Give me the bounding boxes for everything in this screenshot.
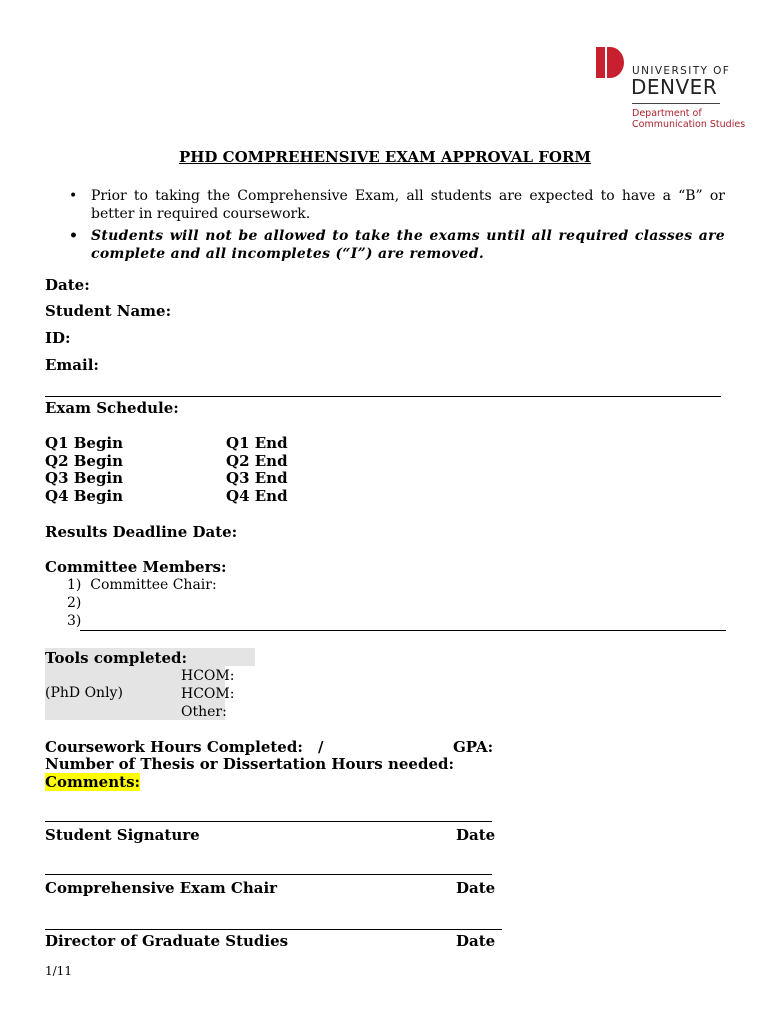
phd-only-label: (PhD Only) xyxy=(45,685,123,701)
q2-begin-label[interactable]: Q2 Begin xyxy=(45,451,124,470)
instruction-text: Prior to taking the Comprehensive Exam, all students are expected to have a “B” or better in required coursework. xyxy=(91,188,725,222)
university-logo-mark xyxy=(596,47,624,78)
comments-highlight: Comments: xyxy=(45,773,141,791)
comments-label[interactable] xyxy=(45,773,140,791)
page-number: 1/11 xyxy=(45,964,72,978)
thesis-hours-label[interactable]: Number of Thesis or Dissertation Hours needed: xyxy=(45,755,455,773)
email-field-label[interactable]: Email: xyxy=(45,356,99,374)
exam-chair-signature-label: Comprehensive Exam Chair xyxy=(45,879,278,897)
bullet-icon: • xyxy=(69,188,78,204)
q4-begin-label[interactable]: Q4 Begin xyxy=(45,486,124,505)
tools-list xyxy=(181,667,234,721)
logo-divider xyxy=(632,103,720,104)
exam-chair-date-label: Date xyxy=(456,879,496,897)
instructions-list xyxy=(69,187,725,263)
director-date-label: Date xyxy=(456,932,496,950)
q1-begin-label[interactable]: Q1 Begin xyxy=(45,434,124,452)
date-field-label[interactable]: Date: xyxy=(45,276,90,294)
exam-chair-signature-line[interactable] xyxy=(45,874,492,875)
q3-begin-label[interactable]: Q3 Begin xyxy=(45,469,124,487)
bullet-icon: • xyxy=(69,228,79,244)
exam-begin-column xyxy=(45,435,123,505)
committee-divider xyxy=(80,630,726,631)
committee-member-item[interactable]: 3) xyxy=(67,613,82,629)
q4-end-label[interactable]: Q4 End xyxy=(226,486,288,505)
gpa-label[interactable]: GPA: xyxy=(453,738,494,756)
instruction-item xyxy=(69,187,725,223)
tools-completed-heading: Tools completed: xyxy=(45,649,188,667)
q2-end-label[interactable]: Q2 End xyxy=(226,451,288,470)
coursework-hours-label[interactable]: Coursework Hours Completed: xyxy=(45,738,303,756)
hcom-tool-2[interactable]: HCOM: xyxy=(181,686,235,702)
student-signature-date-label: Date xyxy=(456,826,496,844)
logo-university-of: UNIVERSITY OF xyxy=(632,65,731,77)
exam-schedule-heading: Exam Schedule: xyxy=(45,399,179,417)
student-name-field-label[interactable]: Student Name: xyxy=(45,302,172,320)
id-field-label[interactable]: ID: xyxy=(45,329,71,347)
committee-member-item[interactable]: 2) xyxy=(67,595,82,611)
coursework-hours-slash: / xyxy=(318,738,324,756)
student-signature-line[interactable] xyxy=(45,821,492,822)
logo-denver: DENVER xyxy=(631,75,718,99)
logo-department xyxy=(632,108,745,130)
director-signature-line[interactable] xyxy=(45,929,502,930)
instruction-item xyxy=(69,227,725,263)
instruction-text: Students will not be allowed to take the exams until all required classes are complete and all incompletes (“I”) are removed. xyxy=(91,228,725,262)
director-signature-label: Director of Graduate Studies xyxy=(45,932,289,950)
exam-end-column xyxy=(226,435,288,505)
student-signature-label: Student Signature xyxy=(45,826,200,844)
committee-heading: Committee Members: xyxy=(45,558,227,576)
q3-end-label[interactable]: Q3 End xyxy=(226,469,288,487)
logo-dept-line2: Communication Studies xyxy=(632,119,746,130)
logo-dept-line1: Department of xyxy=(632,108,702,119)
q1-end-label[interactable]: Q1 End xyxy=(226,434,288,452)
other-tool[interactable]: Other: xyxy=(181,704,227,720)
committee-chair-item[interactable]: 1) Committee Chair: xyxy=(67,577,217,593)
committee-list xyxy=(67,576,217,630)
hcom-tool-1[interactable]: HCOM: xyxy=(181,668,235,684)
results-deadline-label[interactable]: Results Deadline Date: xyxy=(45,523,238,541)
form-title: PHD COMPREHENSIVE EXAM APPROVAL FORM xyxy=(178,148,592,166)
section-divider xyxy=(45,396,721,397)
